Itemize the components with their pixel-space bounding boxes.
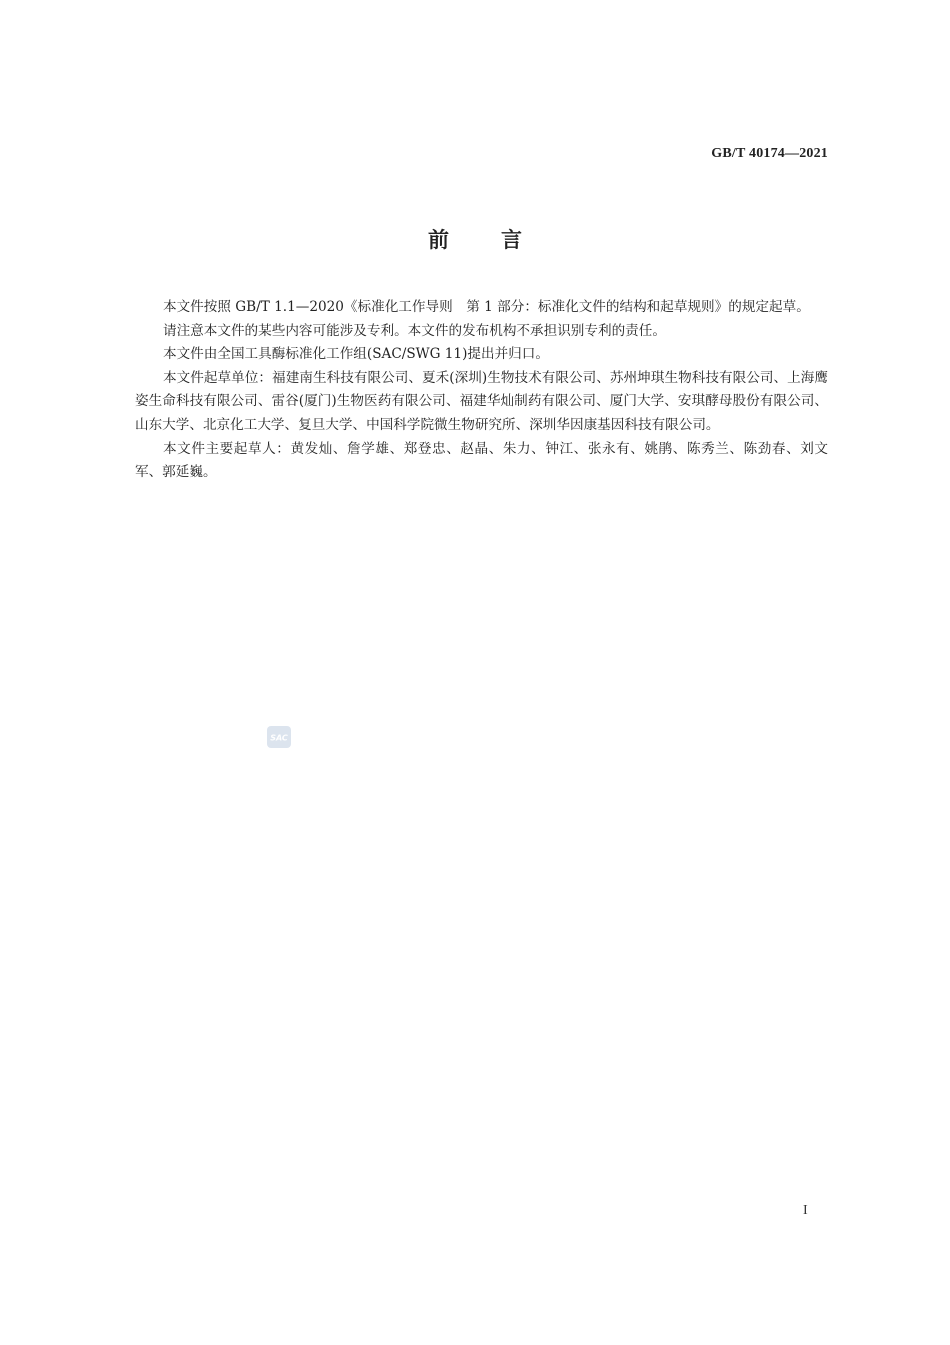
- paragraph-drafters: 本文件主要起草人：黄发灿、詹学雄、郑登忠、赵晶、朱力、钟江、张永有、姚鹃、陈秀兰、陈劲春、刘文军、郭延巍。: [135, 440, 828, 481]
- paragraph-proposer: 本文件由全国工具酶标准化工作组(SAC/SWG 11)提出并归口。: [163, 346, 549, 363]
- section-title: 前言: [428, 228, 574, 252]
- sac-logo-icon: [269, 731, 289, 743]
- paragraph-patent-notice: 请注意本文件的某些内容可能涉及专利。本文件的发布机构不承担识别专利的责任。: [163, 322, 666, 339]
- sac-watermark-logo: [267, 726, 291, 748]
- standard-code: GB/T 40174—2021: [711, 146, 828, 161]
- svg-text:SAC: SAC: [270, 733, 288, 743]
- page-number: I: [803, 1203, 808, 1218]
- foreword-body: [135, 296, 828, 485]
- paragraph-drafting-rules: 本文件按照 GB/T 1.1—2020《标准化工作导则 第 1 部分：标准化文件的结构和起草规则》的规定起草。: [163, 299, 810, 315]
- paragraph-drafting-units: 本文件起草单位：福建南生科技有限公司、夏禾(深圳)生物技术有限公司、苏州坤琪生物科技有限公司、上海鹰姿生命科技有限公司、雷谷(厦门)生物医药有限公司、福建华灿制药有限公司、厦门大学、安琪酵母股份有限公司、山东大学、北京化工大学、复旦大学、中国科学院微生物研究所、深圳华因康基因科技有限公司。: [135, 369, 828, 433]
